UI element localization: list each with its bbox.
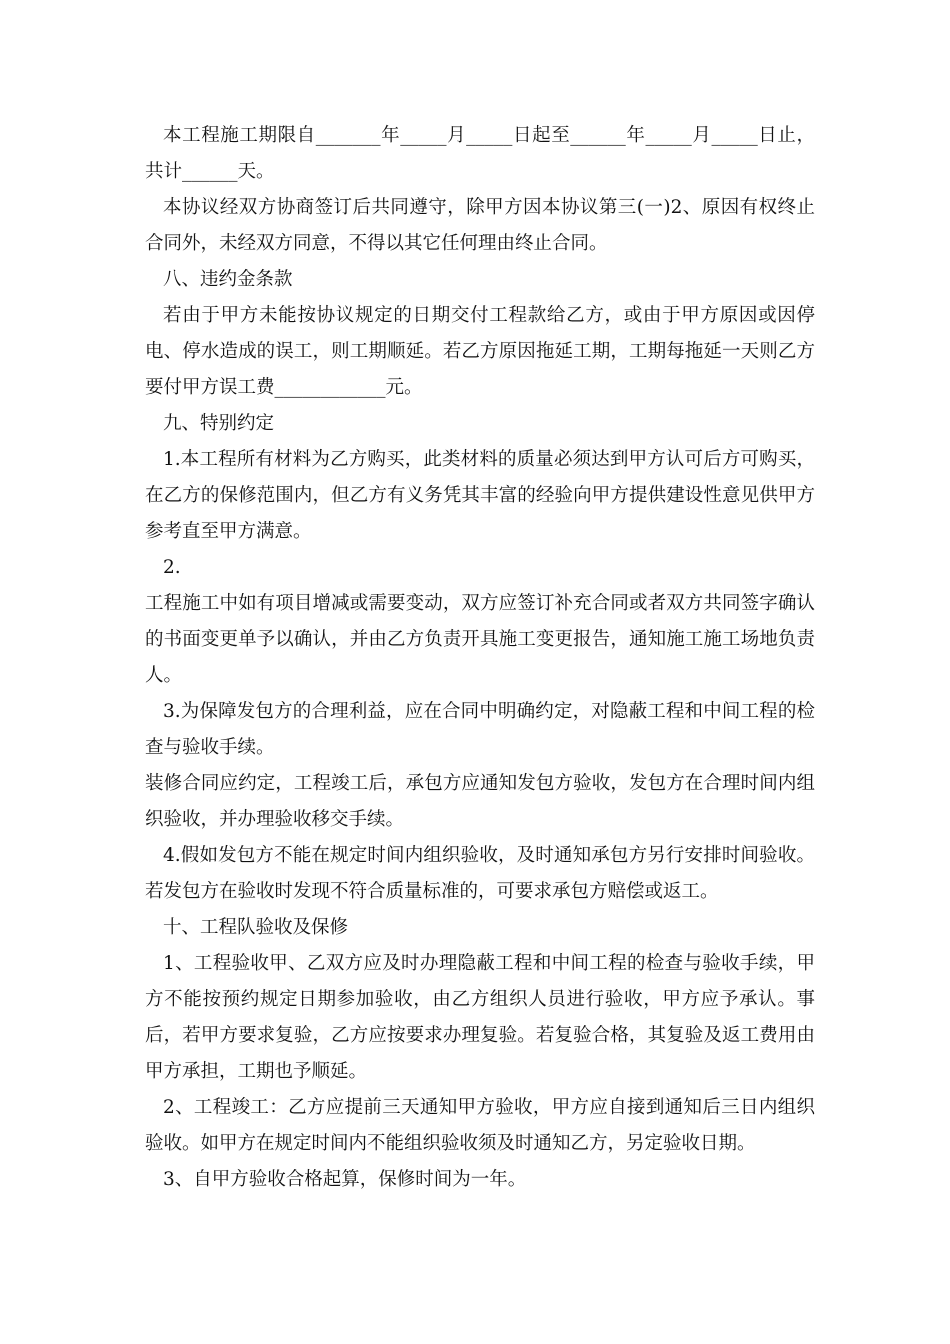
completion-acceptance-paragraph: 装修合同应约定，工程竣工后，承包方应通知发包方验收，发包方在合理时间内组织验收，并办理验收移交手续。 — [145, 773, 815, 830]
acceptance-term-1-paragraph: 1、工程验收甲、乙双方应及时办理隐蔽工程和中间工程的检查与验收手续，甲方不能按预约规定日期参加验收，由乙方组织人员进行验收，甲方应予承认。事后，若甲方要求复验，乙方应按要求办理复验。若复验合格，其复验及返工费用由甲方承担，工期也予顺延。 — [145, 953, 815, 1082]
special-term-3-paragraph: 3.为保障发包方的合理利益，应在合同中明确约定，对隐蔽工程和中间工程的检查与验收手续。 — [145, 701, 815, 758]
special-term-4-paragraph: 4.假如发包方不能在规定时间内组织验收，及时通知承包方另行安排时间验收。若发包方在验收时发现不符合质量标准的，可要求承包方赔偿或返工。 — [145, 845, 815, 902]
section-heading-penalty: 八、违约金条款 — [163, 269, 293, 290]
acceptance-term-3-paragraph: 3、自甲方验收合格起算，保修时间为一年。 — [163, 1169, 527, 1190]
special-term-2-paragraph: 工程施工中如有项目增减或需要变动，双方应签订补充合同或者双方共同签字确认的书面变更单予以确认，并由乙方负责开具施工变更报告，通知施工施工场地负责人。 — [145, 593, 815, 686]
agreement-termination-paragraph: 本协议经双方协商签订后共同遵守，除甲方因本协议第三(一)2、原因有权终止合同外，未经双方同意，不得以其它任何理由终止合同。 — [145, 197, 815, 254]
section-heading-acceptance-warranty: 十、工程队验收及保修 — [163, 917, 349, 938]
construction-period-paragraph: 本工程施工期限自_______年_____月_____日起至______年_____月_____日止，共计______天。 — [145, 125, 815, 182]
penalty-clause-paragraph: 若由于甲方未能按协议规定的日期交付工程款给乙方，或由于甲方原因或因停电、停水造成的误工，则工期顺延。若乙方原因拖延工期，工期每拖延一天则乙方要付甲方误工费____________元。 — [145, 305, 815, 398]
section-heading-special-terms: 九、特别约定 — [163, 413, 275, 434]
special-term-1-paragraph: 1.本工程所有材料为乙方购买，此类材料的质量必须达到甲方认可后方可购买，在乙方的保修范围内，但乙方有义务凭其丰富的经验向甲方提供建设性意见供甲方参考直至甲方满意。 — [145, 449, 815, 542]
acceptance-term-2-paragraph: 2、工程竣工：乙方应提前三天通知甲方验收，甲方应自接到通知后三日内组织验收。如甲方在规定时间内不能组织验收须及时通知乙方，另定验收日期。 — [145, 1097, 815, 1154]
document-body — [145, 118, 815, 1198]
special-term-2-number: 2. — [163, 557, 181, 578]
